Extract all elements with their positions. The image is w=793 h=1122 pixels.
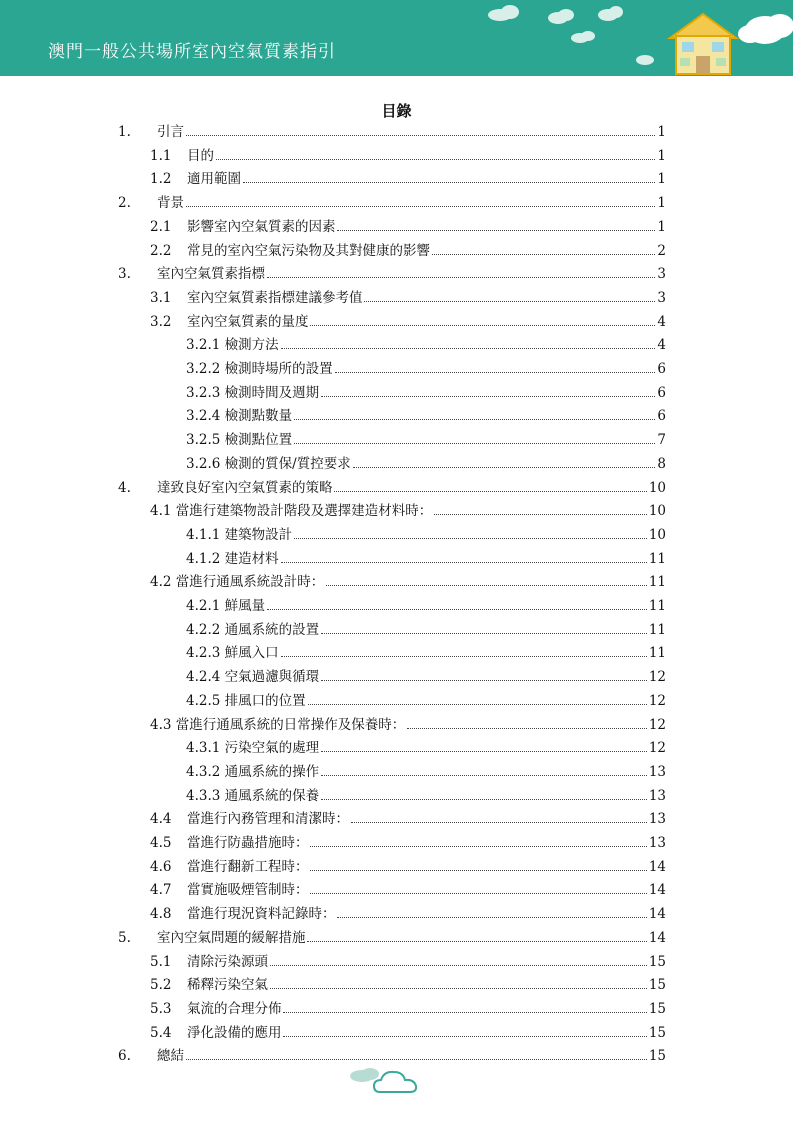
- dot-leader: [337, 917, 646, 918]
- toc-entry[interactable]: [0, 641, 793, 665]
- toc-entry[interactable]: [0, 973, 793, 997]
- dot-leader: [186, 135, 655, 136]
- toc-entry-text: 適用範圍: [187, 171, 241, 188]
- toc-entry-page: 11: [648, 598, 666, 614]
- dot-leader: [283, 1036, 646, 1037]
- toc-entry-text: 4.3.3 通風系統的保養: [186, 787, 320, 804]
- toc-entry-page: 10: [648, 479, 666, 496]
- toc-entry[interactable]: [0, 665, 793, 689]
- dot-leader: [326, 585, 647, 586]
- dot-leader: [321, 775, 647, 776]
- toc-entry-text: 4.2.3 鮮風入口: [186, 645, 279, 662]
- toc-entry[interactable]: [0, 594, 793, 618]
- dot-leader: [321, 751, 647, 752]
- toc-entry-text: 總結: [157, 1048, 184, 1065]
- toc-entry-page: 8: [657, 455, 666, 472]
- toc-entry-text: 目的: [187, 147, 214, 164]
- toc-entry[interactable]: [0, 333, 793, 357]
- toc-entry-number: 4.4: [150, 811, 172, 828]
- dot-leader: [310, 846, 646, 847]
- toc-entry-text: 4.2 當進行通風系統設計時：: [150, 574, 325, 591]
- toc-entry-number: 5.4: [150, 1024, 172, 1041]
- toc-entry-number: 4.6: [150, 858, 172, 875]
- toc-entry-page: 6: [657, 408, 666, 425]
- toc-entry-number: 5.1: [150, 953, 172, 970]
- toc-entry[interactable]: [0, 831, 793, 855]
- toc-entry-text: 4.2.1 鮮風量: [186, 598, 266, 614]
- dot-leader: [294, 538, 647, 539]
- cloud-icon: [340, 1062, 440, 1102]
- toc-entry-page: 2: [657, 242, 666, 259]
- toc-entry-page: 14: [648, 882, 666, 899]
- toc-entry-text: 4.2.5 排風口的位置: [186, 692, 306, 709]
- toc-entry-page: 13: [648, 835, 666, 851]
- toc-entry[interactable]: [0, 926, 793, 950]
- toc-entry[interactable]: [0, 381, 793, 405]
- toc-entry-page: 1: [657, 171, 666, 188]
- toc-entry-number: 1.: [118, 124, 131, 140]
- dot-leader: [294, 443, 655, 444]
- toc-entry-text: 3.2.2 檢測時場所的設置: [186, 361, 333, 377]
- toc-entry-text: 室內空氣質素指標建議參考值: [187, 289, 363, 306]
- toc-entry-number: 1.2: [150, 171, 172, 188]
- toc-entry-page: 14: [648, 858, 666, 875]
- dot-leader: [294, 419, 655, 420]
- toc-entry-page: 11: [648, 550, 666, 567]
- toc-entry[interactable]: [0, 689, 793, 713]
- house-clouds-illustration: [470, 0, 793, 76]
- page-header: [0, 0, 793, 76]
- toc-entry-page: 4: [657, 337, 666, 354]
- dot-leader: [310, 325, 655, 326]
- toc-entry-text: 4.1.1 建築物設計: [186, 526, 293, 543]
- dot-leader: [334, 491, 646, 492]
- toc-entry[interactable]: [0, 428, 793, 452]
- dot-leader: [283, 1012, 646, 1013]
- toc-entry[interactable]: [0, 215, 793, 239]
- toc-entry-number: 4.5: [150, 835, 172, 851]
- dot-leader: [321, 396, 655, 397]
- toc-entry-text: 室內空氣質素的量度: [187, 313, 309, 330]
- toc-entry-text: 4.1.2 建造材料: [186, 550, 279, 567]
- toc-title: 目錄: [381, 102, 412, 120]
- toc-entry-page: 11: [648, 621, 666, 638]
- toc-entry-text: 當進行防蟲措施時：: [187, 835, 309, 851]
- toc-entry-text: 4.2.4 空氣過濾與循環: [186, 669, 320, 686]
- dot-leader: [321, 633, 647, 634]
- toc-entry[interactable]: [0, 950, 793, 974]
- toc-entry-page: 12: [648, 669, 666, 686]
- toc-entry[interactable]: [0, 736, 793, 760]
- toc-entry-text: 當進行現況資料記錄時：: [187, 906, 336, 923]
- toc-entry-page: 3: [657, 289, 666, 306]
- toc-entry-page: 1: [657, 218, 666, 235]
- toc-entry-text: 常見的室內空氣污染物及其對健康的影響: [187, 242, 430, 259]
- dot-leader: [243, 182, 655, 183]
- toc-entry[interactable]: [0, 404, 793, 428]
- toc-entry-page: 14: [648, 929, 666, 946]
- toc-entry-page: 15: [648, 1048, 666, 1065]
- toc-entry-page: 10: [648, 503, 666, 520]
- toc-entry-number: 5.3: [150, 1000, 172, 1017]
- toc-entry-text: 清除污染源頭: [187, 953, 268, 970]
- toc-entry-number: 3.1: [150, 289, 172, 306]
- dot-leader: [364, 301, 655, 302]
- toc-entry-number: 3.2: [150, 313, 172, 330]
- toc-entry-page: 7: [657, 432, 666, 449]
- toc-entry-text: 影響室內空氣質素的因素: [187, 218, 336, 235]
- toc-entry-text: 背景: [157, 195, 184, 212]
- toc-entry-number: 2.: [118, 195, 131, 212]
- toc-entry-text: 室內空氣問題的緩解措施: [157, 929, 306, 946]
- toc-entry[interactable]: [0, 997, 793, 1021]
- toc-entry[interactable]: [0, 878, 793, 902]
- dot-leader: [270, 988, 647, 989]
- toc-entry-page: 12: [648, 716, 666, 733]
- toc-entry-page: 15: [648, 953, 666, 970]
- toc-entry[interactable]: [0, 547, 793, 571]
- toc-entry[interactable]: [0, 855, 793, 879]
- dot-leader: [270, 965, 647, 966]
- toc-entry-number: 4.7: [150, 882, 172, 899]
- toc-entry-text: 3.2.6 檢測的質保/質控要求: [186, 455, 351, 472]
- toc-entry-page: 12: [648, 740, 666, 757]
- toc-entry-page: 1: [657, 124, 666, 140]
- toc-entry-text: 4.3 當進行通風系統的日常操作及保養時：: [150, 716, 406, 733]
- dot-leader: [351, 822, 647, 823]
- toc-entry-page: 14: [648, 906, 666, 923]
- toc-entry[interactable]: [0, 310, 793, 334]
- toc-entry[interactable]: [0, 144, 793, 168]
- dot-leader: [434, 514, 647, 515]
- toc-entry-text: 當進行內務管理和清潔時：: [187, 811, 349, 828]
- toc-entry[interactable]: [0, 618, 793, 642]
- toc-entry[interactable]: [0, 499, 793, 523]
- toc-entry-page: 6: [657, 361, 666, 377]
- toc-entry-number: 4.8: [150, 906, 172, 923]
- toc-entry-text: 氣流的合理分佈: [187, 1000, 282, 1017]
- toc-entry-number: 3.: [118, 266, 131, 283]
- dot-leader: [267, 609, 647, 610]
- toc-entry-page: 3: [657, 266, 666, 283]
- toc-entry-page: 12: [648, 692, 666, 709]
- toc-entry-number: 5.2: [150, 977, 172, 994]
- toc-entry-page: 15: [648, 1024, 666, 1041]
- toc-entry-page: 13: [648, 763, 666, 780]
- dot-leader: [335, 372, 656, 373]
- dot-leader: [216, 159, 655, 160]
- header-title: 澳門一般公共場所室內空氣質素指引: [48, 42, 336, 62]
- toc-entry-text: 3.2.4 檢測點數量: [186, 408, 293, 425]
- dot-leader: [281, 656, 647, 657]
- toc-entry-text: 4.2.2 通風系統的設置: [186, 621, 320, 638]
- dot-leader: [407, 728, 647, 729]
- toc-entry-page: 15: [648, 977, 666, 994]
- toc-entry-page: 1: [657, 195, 666, 212]
- toc-entry-text: 4.1 當進行建築物設計階段及選擇建造材料時：: [150, 503, 433, 520]
- dot-leader: [281, 348, 656, 349]
- toc-entry[interactable]: [0, 262, 793, 286]
- toc-entry-page: 13: [648, 811, 666, 828]
- toc-entry-page: 1: [657, 147, 666, 164]
- toc-entry-text: 4.3.1 污染空氣的處理: [186, 740, 320, 757]
- toc-entry-text: 引言: [157, 124, 184, 140]
- dot-leader: [353, 467, 656, 468]
- toc-entry[interactable]: [0, 902, 793, 926]
- toc-entry[interactable]: [0, 167, 793, 191]
- toc-entry-text: 3.2.3 檢測時間及週期: [186, 384, 320, 401]
- toc-entry[interactable]: [0, 286, 793, 310]
- toc-entry-text: 淨化設備的應用: [187, 1024, 282, 1041]
- toc-entry-text: 達致良好室內空氣質素的策略: [157, 479, 333, 496]
- toc-entry-page: 11: [648, 645, 666, 662]
- toc-entry-text: 當進行翻新工程時：: [187, 858, 309, 875]
- dot-leader: [432, 254, 655, 255]
- toc-entry[interactable]: [0, 120, 793, 144]
- dot-leader: [321, 680, 647, 681]
- toc-entry-number: 2.2: [150, 242, 172, 259]
- dot-leader: [337, 230, 655, 231]
- toc-entry[interactable]: [0, 476, 793, 500]
- toc-entry-number: 1.1: [150, 147, 172, 164]
- dot-leader: [281, 562, 647, 563]
- toc-entry-page: 6: [657, 384, 666, 401]
- toc-entry[interactable]: [0, 357, 793, 381]
- toc-entry-number: 6.: [118, 1048, 131, 1065]
- toc-entry[interactable]: [0, 191, 793, 215]
- toc-entry-number: 5.: [118, 929, 131, 946]
- toc-entry[interactable]: [0, 452, 793, 476]
- toc-entry[interactable]: [0, 523, 793, 547]
- dot-leader: [307, 941, 646, 942]
- dot-leader: [310, 893, 646, 894]
- toc-entry-text: 3.2.5 檢測點位置: [186, 432, 293, 449]
- toc-entry-number: 2.1: [150, 218, 172, 235]
- toc-entry-text: 3.2.1 檢測方法: [186, 337, 279, 354]
- dot-leader: [186, 1059, 647, 1060]
- toc-entry-page: 15: [648, 1000, 666, 1017]
- toc-entry[interactable]: [0, 239, 793, 263]
- dot-leader: [321, 799, 647, 800]
- toc-entry[interactable]: [0, 1021, 793, 1045]
- toc-entry[interactable]: [0, 713, 793, 737]
- toc-entry-text: 室內空氣質素指標: [157, 266, 265, 283]
- toc-entry[interactable]: [0, 807, 793, 831]
- toc-entry-page: 11: [648, 574, 666, 591]
- toc-entry-text: 稀釋污染空氣: [187, 977, 268, 994]
- dot-leader: [310, 870, 646, 871]
- toc-entry[interactable]: [0, 570, 793, 594]
- dot-leader: [267, 277, 655, 278]
- dot-leader: [186, 206, 655, 207]
- toc-entry-number: 4.: [118, 479, 131, 496]
- toc-entry-text: 當實施吸煙管制時：: [187, 882, 309, 899]
- toc-entry-text: 4.3.2 通風系統的操作: [186, 763, 320, 780]
- dot-leader: [308, 704, 647, 705]
- toc-entry-page: 13: [648, 787, 666, 804]
- toc-entry-page: 4: [657, 313, 666, 330]
- toc-entry[interactable]: [0, 784, 793, 808]
- toc-entry-page: 10: [648, 526, 666, 543]
- toc-entry[interactable]: [0, 760, 793, 784]
